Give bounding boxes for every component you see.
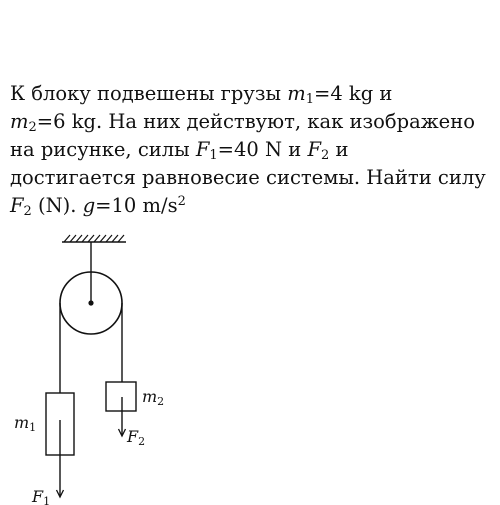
text-segment: (N).: [31, 194, 83, 217]
text-segment: =6 kg. На них действуют, как изображено: [36, 110, 475, 133]
label-m1: m1: [14, 413, 37, 434]
var-m2: m: [10, 110, 29, 133]
text-segment: и: [329, 138, 349, 161]
var-m1: m: [287, 82, 306, 105]
text-segment: на рисунке, силы: [10, 138, 196, 161]
sub-F1: 1: [209, 148, 218, 163]
var-F1: F: [195, 138, 210, 161]
sub-F2: 2: [321, 148, 330, 163]
exp-g: 2: [177, 194, 186, 209]
sub-m2: 2: [28, 120, 37, 135]
value-F1: =40 N и: [217, 138, 308, 161]
label-F2: F2: [127, 427, 146, 448]
var-F2-question: F: [10, 194, 24, 217]
pulley-axle: [88, 300, 93, 305]
value-m1: =4 kg и: [313, 82, 393, 105]
label-F1: F1: [32, 487, 51, 505]
var-g: g: [82, 194, 96, 217]
mass-m2-block: [106, 382, 136, 411]
sub-F2-question: 2: [23, 204, 32, 219]
text-segment: К блоку подвешены грузы: [10, 82, 288, 105]
ceiling-support: [62, 235, 126, 242]
value-g: =10 m/s: [95, 194, 178, 217]
sub-m1: 1: [305, 92, 314, 107]
problem-line-4: достигается равновесие системы. Найти силу: [10, 166, 486, 189]
var-F2: F: [307, 138, 321, 161]
label-m2: m2: [142, 387, 165, 408]
